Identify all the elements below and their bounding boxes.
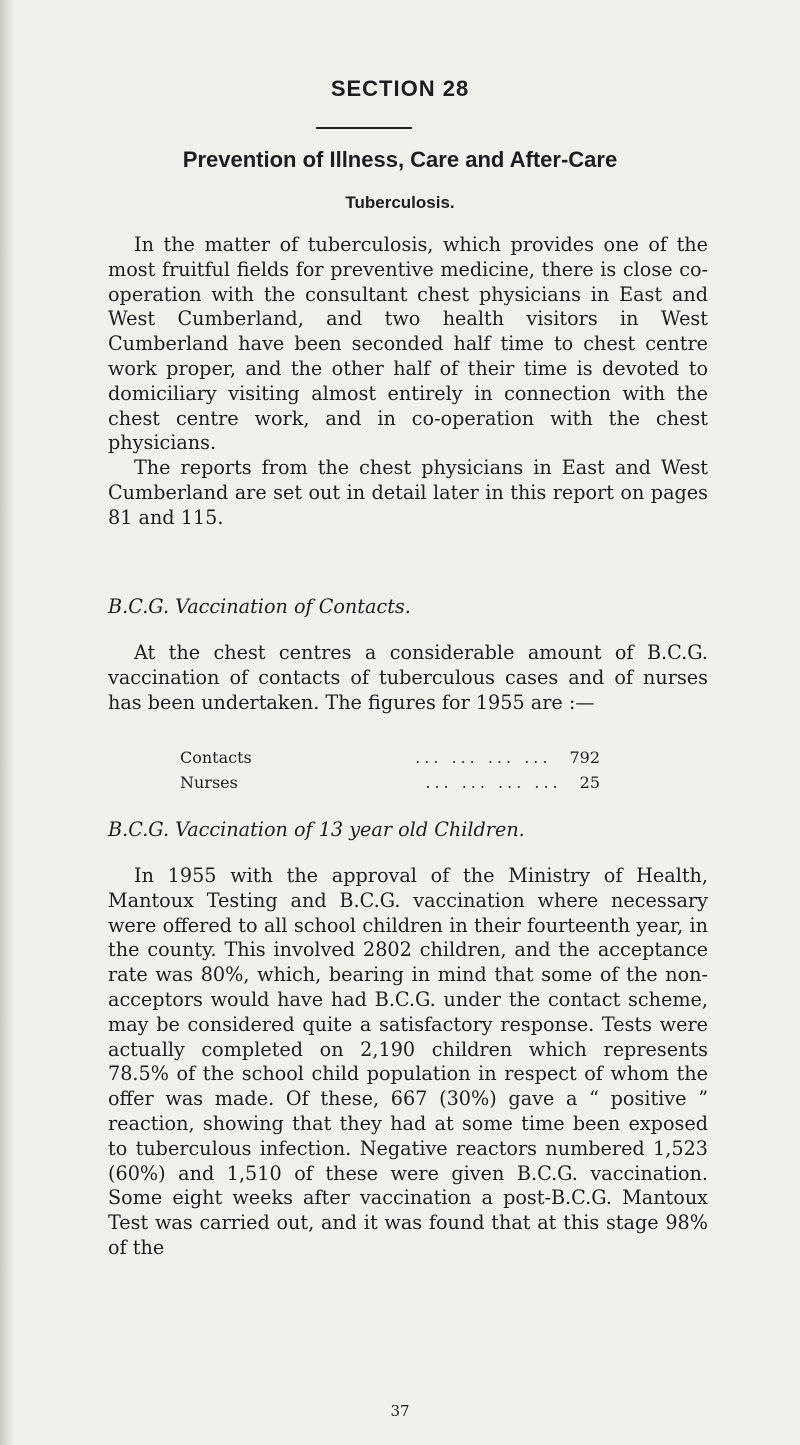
page-number: 37 <box>390 1402 410 1420</box>
paragraph-bcg-contacts: At the chest centres a considerable amount of B.C.G. vaccination of contacts of tuberculous cases and of nurses has been undertaken. The figures for 1955 are :— <box>108 641 708 714</box>
heading-rule <box>316 127 412 129</box>
figure-label: Nurses <box>180 773 238 792</box>
page-title: Prevention of Illness, Care and After-Care <box>182 147 618 172</box>
page-edge-shadow <box>0 0 14 1445</box>
subheading-bcg-children: B.C.G. Vaccination of 13 year old Children. <box>108 818 525 841</box>
figure-leader-dots: ... ... ... ... <box>425 773 562 792</box>
figure-row-nurses <box>180 773 600 792</box>
paragraph-bcg-children: In 1955 with the approval of the Ministry of Health, Mantoux Testing and B.C.G. vaccination where necessary were offered to all school children in their fourteenth year, in the county. This involved 2802 children, and the acceptance rate was 80%, which, bearing in mind that some of the non-acceptors would have had B.C.G. under the contact scheme, may be considered quite a satisfactory response. Tests were actually completed on 2,190 children which represents 78.5% of the school child population in respect of whom the offer was made. Of these, 667 (30%) gave a “ positive ” reaction, showing that they had at some time been exposed to tuberculous infection. Negative reactors numbered 1,523 (60%) and 1,510 of these were given B.C.G. vaccination. Some eight weeks after vaccination a post-B.C.G. Mantoux Test was carried out, and it was found that at this stage 98% of the <box>108 864 708 1259</box>
figure-row-contacts <box>180 748 600 767</box>
figure-leader-dots: ... ... ... ... <box>415 748 552 767</box>
figure-value: 792 <box>569 748 600 767</box>
topic-subtitle: Tuberculosis. <box>345 193 455 212</box>
section-heading: SECTION 28 <box>330 76 470 101</box>
subheading-bcg-contacts: B.C.G. Vaccination of Contacts. <box>108 595 411 618</box>
paragraph-chest-reports: The reports from the chest physicians in East and West Cumberland are set out in detail later in this report on pages 81 and 115. <box>108 456 708 529</box>
figure-value: 25 <box>579 773 600 792</box>
figure-label: Contacts <box>180 748 252 767</box>
paragraph-tuberculosis-intro: In the matter of tuberculosis, which provides one of the most fruitful fields for preventive medicine, there is close co-operation with the consultant chest physicians in East and West Cumberland, and two health visitors in West Cumberland have been seconded half time to chest centre work proper, and the other half of their time is devoted to domiciliary visiting almost entirely in connection with the chest centre work, and in co-operation with the chest physicians. <box>108 233 708 455</box>
